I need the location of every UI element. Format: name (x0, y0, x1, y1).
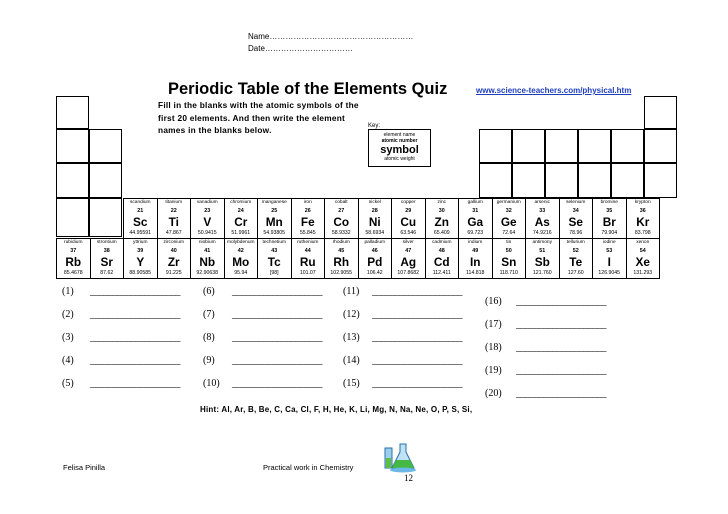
atomic-weight: 85.4678 (63, 270, 83, 276)
element-cell (425, 239, 459, 279)
element-symbol: Te (569, 255, 583, 269)
question-number: (19) (485, 365, 502, 376)
element-cell (358, 239, 392, 279)
answer-blank[interactable]: ____________________ (372, 355, 462, 366)
atomic-number: 46 (371, 248, 378, 254)
atomic-number: 48 (438, 248, 445, 254)
blank-box-s[interactable] (578, 163, 611, 198)
element-cell (291, 199, 325, 239)
atomic-number: 39 (137, 248, 144, 254)
question-number: (10) (203, 378, 220, 389)
answer-blank[interactable]: ____________________ (516, 365, 606, 376)
blank-box-mg[interactable] (89, 163, 122, 198)
key-element-name: element name (383, 132, 416, 138)
atomic-number: 45 (338, 248, 345, 254)
answer-blank[interactable]: ____________________ (90, 355, 180, 366)
blank-box-o[interactable] (578, 129, 611, 163)
page-title: Periodic Table of the Elements Quiz (168, 80, 448, 98)
atomic-number: 49 (472, 248, 479, 254)
answer-blank[interactable]: ____________________ (516, 388, 606, 399)
answer-blank[interactable]: ____________________ (90, 309, 180, 320)
element-cell (258, 199, 292, 239)
element-symbol: Pd (367, 255, 383, 269)
element-name: zirconium (163, 240, 185, 245)
element-cell (593, 239, 627, 279)
key-label: Key: (368, 123, 381, 129)
blank-box-na[interactable] (56, 163, 89, 198)
blank-box-al[interactable] (479, 163, 512, 198)
element-cell (626, 199, 660, 239)
periodic-table (56, 198, 660, 279)
element-cell (459, 199, 493, 239)
footer-subject: Practical work in Chemistry (263, 463, 354, 472)
blank-box-b[interactable] (479, 129, 512, 163)
element-symbol: Sb (534, 255, 550, 269)
element-cell (526, 239, 560, 279)
element-name: indium (468, 240, 483, 245)
atomic-number: 41 (204, 248, 211, 254)
atomic-weight: 44.95591 (129, 230, 152, 236)
key-atomic-number: atomic number (381, 138, 418, 144)
element-cell (124, 239, 158, 279)
question-number: (16) (485, 296, 502, 307)
blank-box-h[interactable] (56, 96, 89, 129)
element-name: gallium (467, 200, 483, 205)
answer-blank[interactable]: ____________________ (90, 286, 180, 297)
period-5-row (57, 239, 660, 279)
element-cell (392, 199, 426, 239)
blank-box-ne[interactable] (644, 129, 677, 163)
element-name: niobium (198, 240, 216, 245)
question-number: (20) (485, 388, 502, 399)
element-cell (291, 239, 325, 279)
hint-text: Hint: Al, Ar, B, Be, C, Ca, Cl, F, H, He, K, Li, Mg, N, Na, Ne, O, P, S, Si, (200, 405, 473, 414)
blank-box-f[interactable] (611, 129, 644, 163)
atomic-number: 28 (371, 208, 378, 214)
answer-blank[interactable]: ____________________ (232, 332, 322, 343)
element-name: cobalt (334, 200, 348, 205)
answer-blank[interactable]: ____________________ (516, 342, 606, 353)
element-cell (325, 199, 359, 239)
question-number: (12) (343, 309, 360, 320)
element-name: manganese (261, 200, 287, 205)
element-cell (124, 199, 158, 239)
element-symbol: Ge (500, 215, 517, 229)
question-number: (13) (343, 332, 360, 343)
atomic-number: 44 (304, 248, 311, 254)
atomic-number: 22 (170, 208, 177, 214)
element-name: rhodium (332, 240, 350, 245)
element-symbol: Ga (467, 215, 484, 229)
atomic-number: 53 (606, 248, 613, 254)
answer-blank[interactable]: ____________________ (232, 355, 322, 366)
element-symbol: Fe (300, 215, 315, 229)
blank-box-cl[interactable] (611, 163, 644, 198)
atomic-number: 34 (572, 208, 579, 214)
atomic-number: 50 (505, 248, 512, 254)
element-cell (258, 239, 292, 279)
element-name: bromine (600, 200, 618, 205)
date-field: Date…………………………… (248, 44, 353, 53)
element-name: technetium (262, 240, 286, 245)
element-name: cadmium (432, 240, 452, 245)
question-number: (4) (62, 355, 74, 366)
atomic-weight: 50.9415 (197, 230, 217, 236)
element-cell (559, 199, 593, 239)
answer-blank[interactable]: ____________________ (232, 286, 322, 297)
atomic-number: 21 (137, 208, 144, 214)
atomic-weight: 58.6934 (365, 230, 385, 236)
atomic-weight: 58.9332 (331, 230, 351, 236)
element-name: tin (506, 240, 512, 245)
element-cell (57, 239, 91, 279)
atomic-number: 31 (472, 208, 479, 214)
element-symbol: Se (568, 215, 583, 229)
element-name: molybdenum (227, 240, 255, 245)
name-field: Name……………………………………………… (248, 32, 414, 41)
element-name: xenon (636, 240, 650, 245)
element-symbol: Sn (501, 255, 517, 269)
atomic-weight: 112.411 (432, 270, 451, 276)
element-cell (559, 239, 593, 279)
instructions: Fill in the blanks with the atomic symbols of the first 20 elements. And then write the element names in the blanks below. (158, 100, 359, 136)
blank-box-he[interactable] (644, 96, 677, 129)
question-number: (6) (203, 286, 215, 297)
atomic-weight: 102.9055 (330, 270, 353, 276)
footer-author: Felisa Pinilla (63, 463, 106, 472)
element-cell (358, 199, 392, 239)
question-number: (9) (203, 355, 215, 366)
question-number: (15) (343, 378, 360, 389)
answer-blank[interactable]: ____________________ (90, 378, 180, 389)
element-cell (392, 239, 426, 279)
blank-box-li[interactable] (56, 129, 89, 163)
answer-blank[interactable]: ____________________ (372, 309, 462, 320)
atomic-weight: 47.867 (165, 230, 182, 236)
atomic-number: 30 (438, 208, 445, 214)
atomic-weight: 95.94 (234, 270, 248, 276)
atomic-weight: 79.904 (601, 230, 618, 236)
key-box (368, 129, 431, 167)
answer-blank[interactable]: ____________________ (516, 296, 606, 307)
atomic-number: 29 (405, 208, 412, 214)
element-name: zinc (437, 200, 447, 205)
element-name: palladium (364, 240, 386, 245)
atomic-number: 51 (539, 248, 546, 254)
answer-blank[interactable]: ____________________ (372, 332, 462, 343)
element-cell (325, 239, 359, 279)
element-symbol: Rb (65, 255, 82, 269)
answer-blank[interactable]: ____________________ (232, 378, 322, 389)
atomic-number: 40 (170, 248, 177, 254)
atomic-weight: [98] (269, 270, 279, 276)
atomic-weight: 55.845 (299, 230, 316, 236)
element-symbol: Xe (635, 255, 650, 269)
atomic-weight: 107.8682 (397, 270, 420, 276)
element-cell (459, 239, 493, 279)
atomic-weight: 127.60 (567, 270, 584, 276)
atomic-weight: 92.90638 (196, 270, 219, 276)
question-number: (17) (485, 319, 502, 330)
flask-icon (382, 440, 418, 474)
placeholder-cell (57, 199, 91, 239)
question-number: (1) (62, 286, 74, 297)
blank-box-ar[interactable] (644, 163, 677, 198)
element-name: krypton (634, 200, 651, 205)
atomic-weight: 65.409 (433, 230, 450, 236)
element-symbol: Cu (400, 215, 417, 229)
element-cell (526, 199, 560, 239)
question-number: (2) (62, 309, 74, 320)
element-name: scandium (129, 200, 151, 205)
element-cell (224, 199, 258, 239)
element-symbol: In (470, 255, 481, 269)
answer-blank[interactable]: ____________________ (372, 378, 462, 389)
element-cell (492, 199, 526, 239)
blank-box-be[interactable] (89, 129, 122, 163)
element-cell (191, 199, 225, 239)
atomic-weight: 126.9045 (598, 270, 621, 276)
element-symbol: Zr (167, 255, 180, 269)
answer-blank[interactable]: ____________________ (372, 286, 462, 297)
element-name: chromium (230, 200, 252, 205)
element-cell (157, 239, 191, 279)
element-symbol: Sc (133, 215, 148, 229)
element-symbol: Cd (433, 255, 450, 269)
atomic-number: 25 (271, 208, 278, 214)
element-cell (90, 239, 124, 279)
element-name: arsenic (534, 200, 550, 205)
atomic-weight: 51.9961 (231, 230, 251, 236)
answer-blank[interactable]: ____________________ (232, 309, 322, 320)
atomic-weight: 78.96 (569, 230, 583, 236)
atomic-number: 24 (237, 208, 244, 214)
element-symbol: Co (333, 215, 350, 229)
question-number: (8) (203, 332, 215, 343)
atomic-weight: 118.710 (499, 270, 518, 276)
atomic-weight: 72.64 (502, 230, 516, 236)
atomic-number: 38 (103, 248, 110, 254)
answer-blank[interactable]: ____________________ (90, 332, 180, 343)
atomic-number: 23 (204, 208, 211, 214)
element-cell (492, 239, 526, 279)
atomic-weight: 88.90585 (129, 270, 152, 276)
atomic-weight: 91.225 (165, 270, 182, 276)
element-symbol: As (534, 215, 550, 229)
key-symbol: symbol (380, 144, 419, 156)
element-symbol: Sr (100, 255, 113, 269)
atomic-weight: 69.723 (467, 230, 484, 236)
element-cell (224, 239, 258, 279)
blank-box-c[interactable] (512, 129, 545, 163)
atomic-number: 36 (639, 208, 646, 214)
placeholder-cell (90, 199, 124, 239)
element-name: rubidium (64, 240, 83, 245)
atomic-weight: 63.546 (400, 230, 417, 236)
element-name: antimony (532, 240, 552, 245)
element-cell (191, 239, 225, 279)
period-4-row (57, 199, 660, 239)
element-symbol: Y (136, 255, 145, 269)
element-name: titanium (165, 200, 183, 205)
atomic-number: 35 (606, 208, 613, 214)
question-number: (11) (343, 286, 360, 297)
element-symbol: Cr (234, 215, 248, 229)
atomic-number: 27 (338, 208, 345, 214)
element-symbol: Br (602, 215, 616, 229)
atomic-number: 52 (572, 248, 579, 254)
element-cell (425, 199, 459, 239)
element-cell (157, 199, 191, 239)
element-name: strontium (96, 240, 117, 245)
element-symbol: Ru (299, 255, 316, 269)
source-link[interactable]: www.science-teachers.com/physical.htm (476, 86, 632, 95)
atomic-number: 47 (405, 248, 412, 254)
element-name: yttrium (133, 240, 148, 245)
atomic-number: 54 (639, 248, 646, 254)
element-name: silver (402, 240, 414, 245)
key-atomic-weight: atomic weight (384, 156, 415, 162)
element-name: tellurium (566, 240, 585, 245)
blank-box-p[interactable] (545, 163, 578, 198)
atomic-number: 43 (271, 248, 278, 254)
answer-blank[interactable]: ____________________ (516, 319, 606, 330)
atomic-number: 26 (304, 208, 311, 214)
element-symbol: Tc (267, 255, 281, 269)
element-symbol: Nb (199, 255, 216, 269)
atomic-number: 33 (539, 208, 546, 214)
atomic-weight: 114.818 (466, 270, 485, 276)
element-cell (593, 199, 627, 239)
element-name: ruthenium (297, 240, 319, 245)
atomic-weight: 106.42 (366, 270, 383, 276)
atomic-weight: 74.9216 (532, 230, 552, 236)
element-name: iron (303, 200, 312, 205)
question-number: (7) (203, 309, 215, 320)
element-name: iodine (602, 240, 616, 245)
element-symbol: I (607, 255, 611, 269)
element-symbol: Kr (636, 215, 650, 229)
atomic-weight: 131.293 (633, 270, 653, 276)
atomic-weight: 121.760 (532, 270, 552, 276)
element-symbol: Mn (265, 215, 283, 229)
atomic-weight: 87.62 (100, 270, 114, 276)
atomic-number: 42 (237, 248, 244, 254)
page-number: 12 (404, 473, 413, 483)
blank-box-n[interactable] (545, 129, 578, 163)
element-name: vanadium (196, 200, 218, 205)
question-number: (18) (485, 342, 502, 353)
element-symbol: Ag (400, 255, 417, 269)
element-name: nickel (368, 200, 381, 205)
question-number: (3) (62, 332, 74, 343)
blank-box-si[interactable] (512, 163, 545, 198)
element-symbol: Rh (333, 255, 350, 269)
element-symbol: Zn (434, 215, 449, 229)
element-name: selenium (566, 200, 586, 205)
element-symbol: V (203, 215, 212, 229)
question-number: (14) (343, 355, 360, 366)
element-name: copper (400, 200, 416, 205)
atomic-number: 32 (505, 208, 512, 214)
question-number: (5) (62, 378, 74, 389)
atomic-weight: 54.93805 (263, 230, 286, 236)
atomic-weight: 101.07 (299, 270, 316, 276)
atomic-number: 37 (70, 248, 77, 254)
element-symbol: Ni (368, 215, 381, 229)
atomic-weight: 83.798 (634, 230, 651, 236)
element-cell (626, 239, 660, 279)
element-symbol: Mo (232, 255, 250, 269)
element-name: germanium (496, 200, 521, 205)
element-symbol: Ti (168, 215, 179, 229)
